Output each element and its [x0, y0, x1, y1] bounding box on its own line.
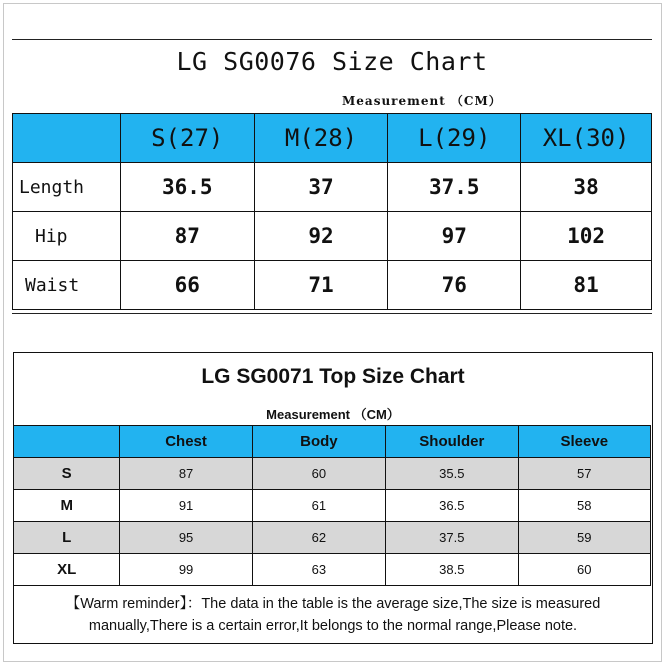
column-header: Sleeve: [518, 426, 650, 458]
table-cell: 57: [518, 458, 650, 490]
column-header: S(27): [120, 114, 254, 163]
top-size-table: [13, 425, 651, 586]
header-row: [14, 426, 651, 458]
row-label: L: [14, 522, 120, 554]
table-cell: 76: [388, 261, 521, 310]
warm-reminder-note: [14, 593, 652, 637]
table-cell: 92: [254, 212, 388, 261]
column-header: M(28): [254, 114, 388, 163]
table-cell: 99: [120, 554, 252, 586]
column-header: L(29): [388, 114, 521, 163]
table-cell: 91: [120, 490, 252, 522]
header-corner-cell: [14, 426, 120, 458]
table-cell: 38.5: [386, 554, 519, 586]
table-cell: 87: [120, 458, 252, 490]
chart-title: LG SG0071 Top Size Chart: [201, 365, 465, 388]
table-cell: 58: [518, 490, 650, 522]
table-row: [13, 261, 652, 310]
column-header: Body: [252, 426, 385, 458]
row-label: XL: [14, 554, 120, 586]
table-cell: 61: [252, 490, 385, 522]
table-row: [13, 212, 652, 261]
row-label: Hip: [13, 212, 121, 261]
row-label: S: [14, 458, 120, 490]
table-cell: 37.5: [386, 522, 519, 554]
table-cell: 36.5: [120, 163, 254, 212]
table-cell: 97: [388, 212, 521, 261]
table-cell: 102: [521, 212, 652, 261]
table-row: [14, 522, 651, 554]
note-line: manually,There is a certain error,It belongs to the normal range,Please note.: [88, 618, 578, 634]
note-line: 【Warm reminder】：The data in the table is the average size,The size is measured: [65, 596, 601, 612]
table-row: [14, 554, 651, 586]
row-label: Length: [13, 163, 121, 212]
header-corner-cell: [13, 114, 121, 163]
header-row: [13, 114, 652, 163]
table-row: [13, 163, 652, 212]
pants-size-chart: [12, 39, 652, 315]
row-label: M: [14, 490, 120, 522]
row-label: Waist: [13, 261, 121, 310]
table-cell: 36.5: [386, 490, 519, 522]
table-cell: 66: [120, 261, 254, 310]
table-cell: 37.5: [388, 163, 521, 212]
column-header: Chest: [120, 426, 252, 458]
column-header: XL(30): [521, 114, 652, 163]
top-rule: [12, 39, 652, 40]
table-cell: 62: [252, 522, 385, 554]
chart-title: LG SG0076 Size Chart: [176, 47, 488, 76]
table-cell: 37: [254, 163, 388, 212]
bottom-rule: [12, 313, 652, 314]
measurement-unit-label: Measurement （CM）: [342, 94, 502, 108]
table-cell: 81: [521, 261, 652, 310]
table-cell: 60: [252, 458, 385, 490]
table-cell: 59: [518, 522, 650, 554]
table-cell: 38: [521, 163, 652, 212]
table-cell: 95: [120, 522, 252, 554]
table-row: [14, 458, 651, 490]
top-size-chart: [13, 352, 653, 644]
pants-size-table: [12, 113, 652, 310]
table-cell: 87: [120, 212, 254, 261]
table-cell: 60: [518, 554, 650, 586]
measurement-unit-label: Measurement （CM）: [266, 407, 400, 422]
table-cell: 63: [252, 554, 385, 586]
column-header: Shoulder: [386, 426, 519, 458]
table-cell: 35.5: [386, 458, 519, 490]
table-row: [14, 490, 651, 522]
table-cell: 71: [254, 261, 388, 310]
